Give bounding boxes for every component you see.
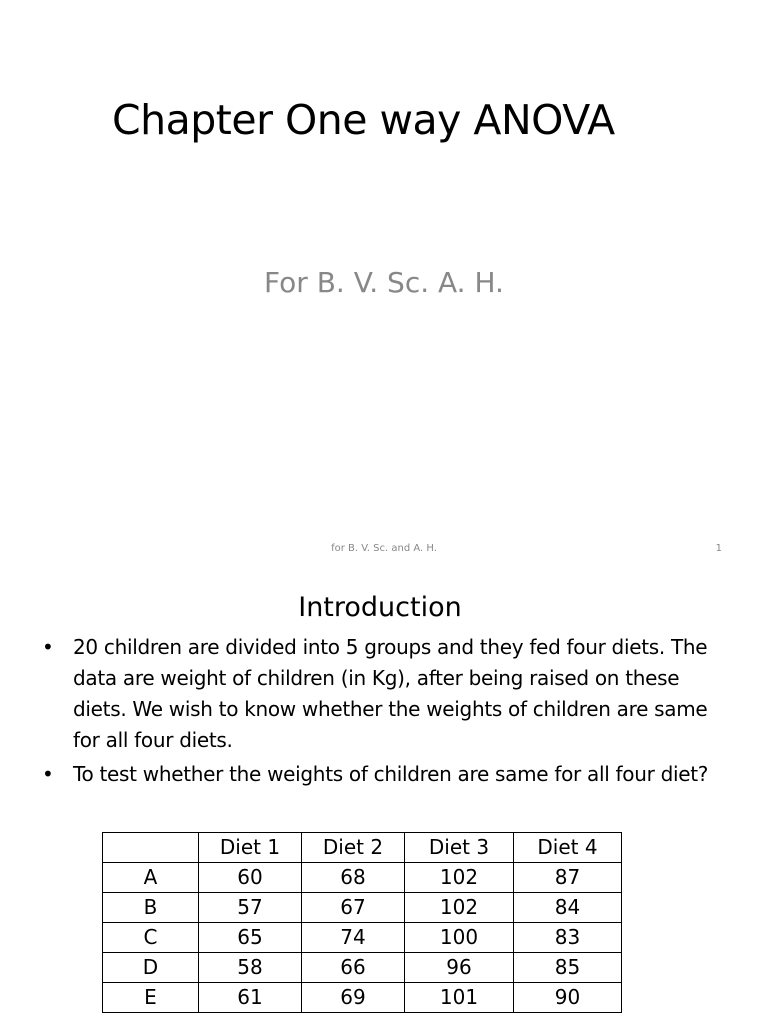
table-cell: 60 bbox=[199, 863, 302, 893]
table-header-row bbox=[103, 833, 622, 863]
table-cell: C bbox=[103, 923, 199, 953]
table-cell: 102 bbox=[405, 863, 514, 893]
table-cell: 101 bbox=[405, 983, 514, 1013]
table-cell: 69 bbox=[302, 983, 405, 1013]
table-row bbox=[103, 893, 622, 923]
bullet-icon: • bbox=[42, 635, 54, 659]
table-header-cell: Diet 1 bbox=[199, 833, 302, 863]
table-cell: 102 bbox=[405, 893, 514, 923]
table-cell: B bbox=[103, 893, 199, 923]
table-cell: 87 bbox=[514, 863, 622, 893]
table-row bbox=[103, 923, 622, 953]
table-header-cell: Diet 3 bbox=[405, 833, 514, 863]
table-cell: D bbox=[103, 953, 199, 983]
table-cell: 58 bbox=[199, 953, 302, 983]
table-cell: 67 bbox=[302, 893, 405, 923]
introduction-slide bbox=[0, 576, 768, 1024]
table-cell: 68 bbox=[302, 863, 405, 893]
slide-footer: for B. V. Sc. and A. H. bbox=[331, 543, 437, 554]
table-cell: 84 bbox=[514, 893, 622, 923]
slide-title: Chapter One way ANOVA bbox=[112, 96, 615, 144]
table-cell: 96 bbox=[405, 953, 514, 983]
table-cell: 61 bbox=[199, 983, 302, 1013]
bullet-text: To test whether the weights of children are same for all four diet? bbox=[73, 762, 709, 786]
table-cell: 85 bbox=[514, 953, 622, 983]
table-header-cell: Diet 4 bbox=[514, 833, 622, 863]
bullet-item bbox=[42, 632, 732, 756]
table-cell: 90 bbox=[514, 983, 622, 1013]
page-number: 1 bbox=[715, 543, 722, 554]
bullet-item bbox=[42, 759, 732, 790]
table-cell: A bbox=[103, 863, 199, 893]
bullet-text: 20 children are divided into 5 groups and they fed four diets. The data are weight of children (in Kg), after being raised on these diets. We wish to know whether the weights of children are same for all four diets. bbox=[73, 635, 708, 752]
table-cell: 65 bbox=[199, 923, 302, 953]
table-cell: 74 bbox=[302, 923, 405, 953]
table-cell: 66 bbox=[302, 953, 405, 983]
slide-subtitle: For B. V. Sc. A. H. bbox=[264, 266, 504, 299]
table-row bbox=[103, 983, 622, 1013]
table-row bbox=[103, 863, 622, 893]
table-row bbox=[103, 953, 622, 983]
bullet-icon: • bbox=[42, 762, 54, 786]
table-header-cell: Diet 2 bbox=[302, 833, 405, 863]
table-cell: 83 bbox=[514, 923, 622, 953]
table-header-cell bbox=[103, 833, 199, 863]
table-cell: 100 bbox=[405, 923, 514, 953]
slide-heading: Introduction bbox=[298, 592, 462, 623]
table-cell: 57 bbox=[199, 893, 302, 923]
table-cell: E bbox=[103, 983, 199, 1013]
diet-weights-table bbox=[102, 832, 622, 1013]
bullet-list bbox=[42, 632, 732, 793]
